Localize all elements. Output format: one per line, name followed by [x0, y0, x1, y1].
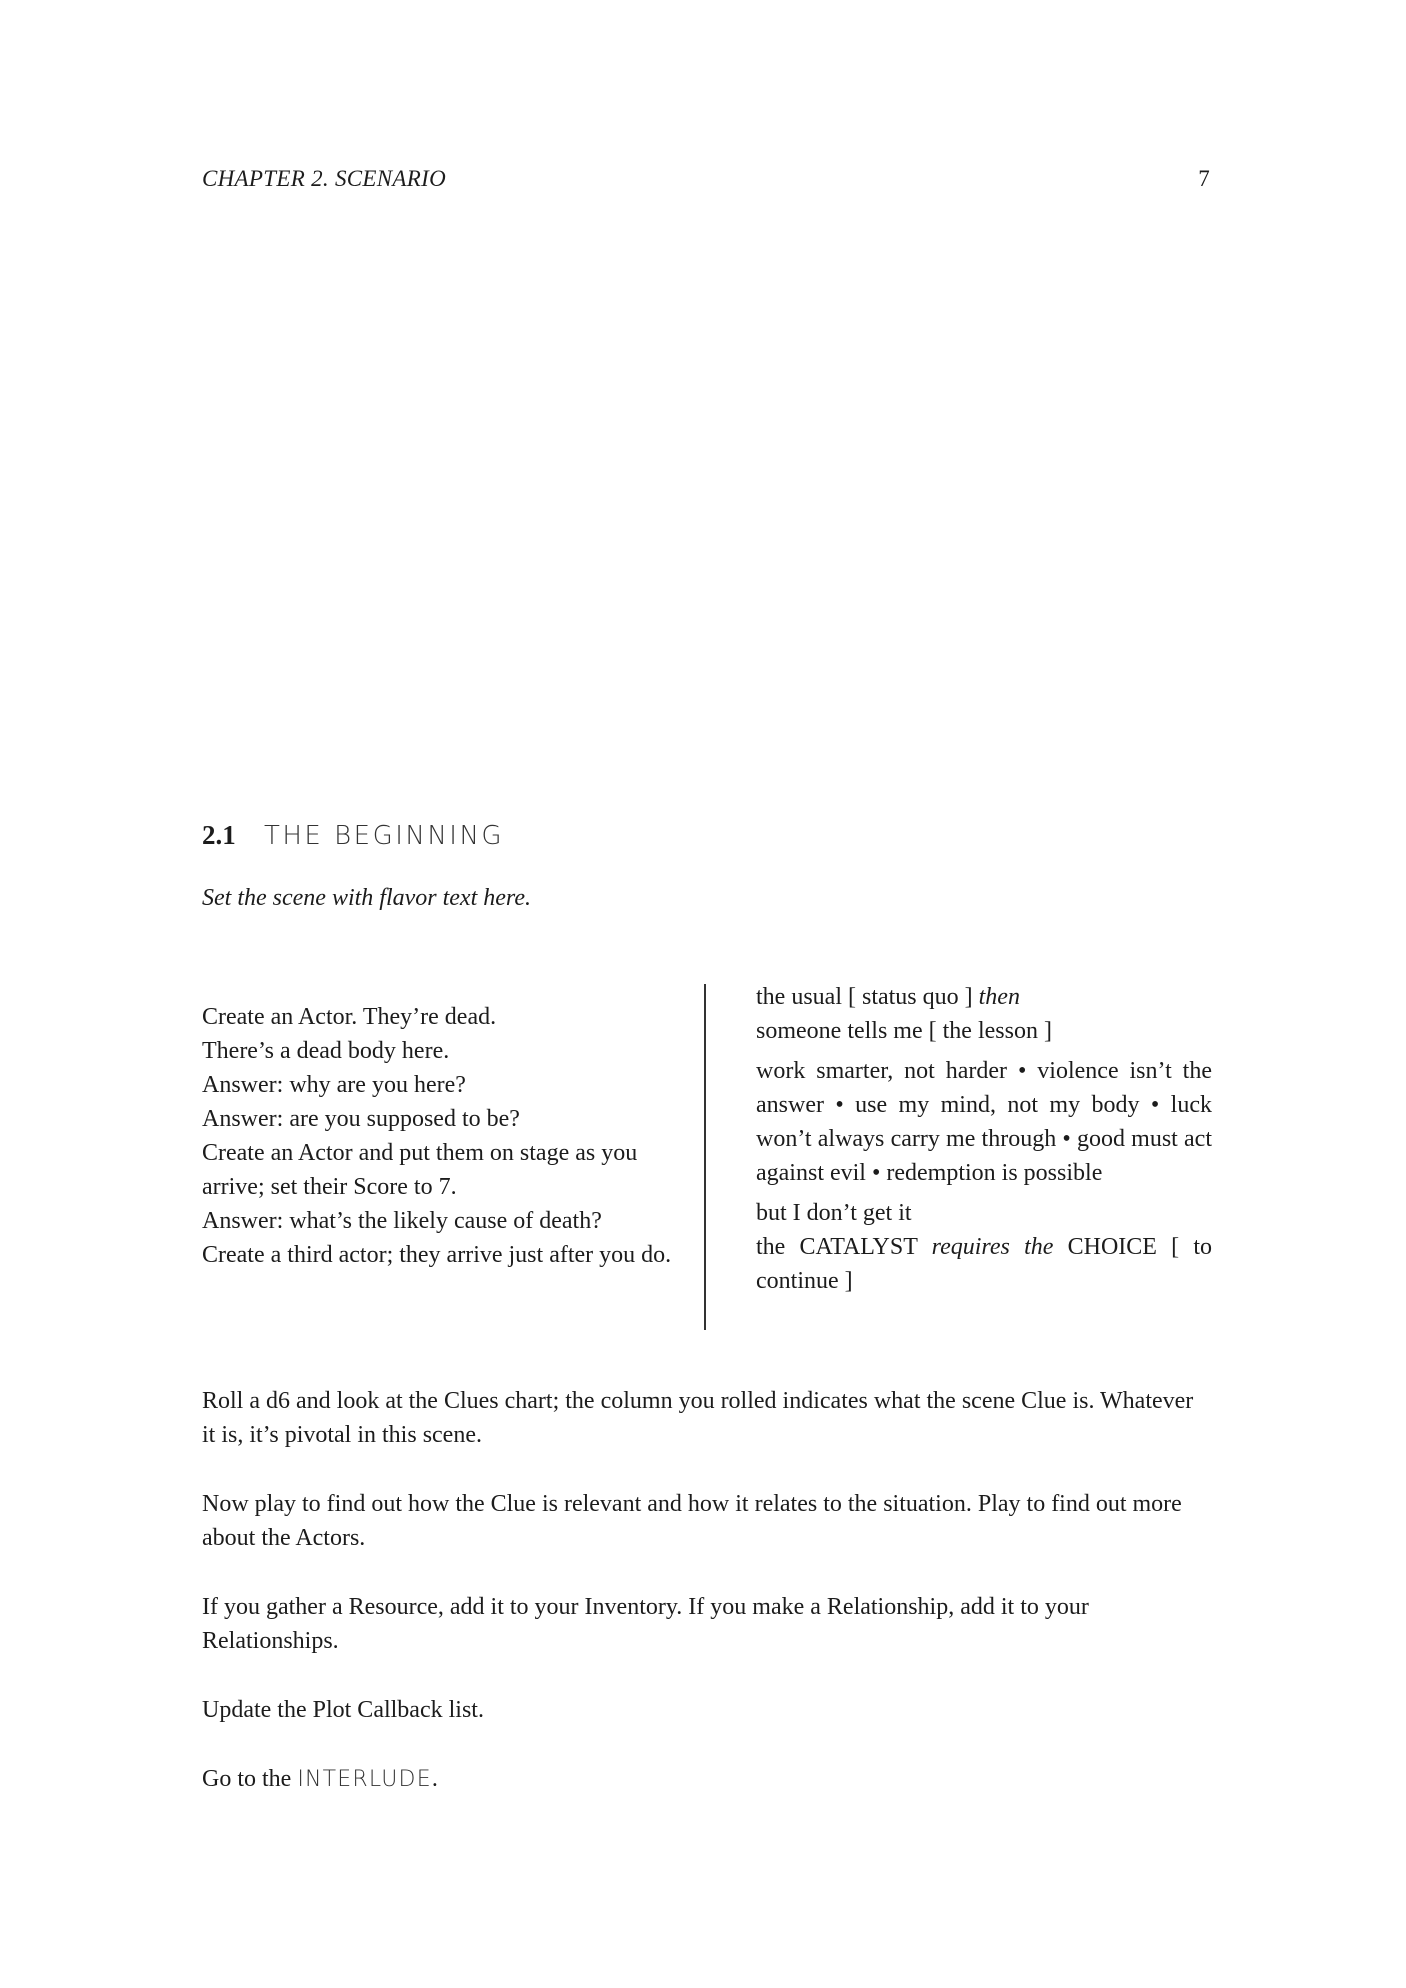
setup-step: Create an Actor and put them on stage as you arrive; set their Score to 7.	[202, 1140, 638, 1200]
setup-step: Answer: what’s the likely cause of death?	[202, 1208, 602, 1234]
catalyst-text: the CATALYST	[756, 1234, 932, 1260]
story-structure	[756, 980, 1212, 1298]
scene-prompt-columns	[202, 980, 1213, 1336]
setup-step: Answer: are you supposed to be?	[202, 1106, 520, 1132]
setup-step: Create a third actor; they arrive just after you do.	[202, 1242, 672, 1268]
section-number: 2.1	[202, 820, 236, 850]
flavor-text: Set the scene with flavor text here.	[202, 885, 532, 911]
gather-paragraph: If you gather a Resource, add it to your Inventory. If you make a Relationship, add it to your Relationships.	[202, 1594, 1089, 1654]
dont-get-line: but I don’t get it	[756, 1200, 912, 1226]
page-number: 7	[1198, 166, 1210, 191]
setup-step: Create an Actor. They’re dead.	[202, 1004, 497, 1030]
setup-steps	[202, 1000, 672, 1272]
then-word: then	[978, 984, 1020, 1010]
section-heading	[202, 820, 504, 851]
setup-step: There’s a dead body here.	[202, 1038, 450, 1064]
update-paragraph: Update the Plot Callback list.	[202, 1697, 484, 1723]
chapter-label: CHAPTER 2. SCENARIO	[202, 166, 446, 191]
choice-text: CHOICE [ to continue ]	[756, 1234, 1213, 1294]
goto-period: .	[431, 1766, 438, 1792]
goto-text: Go to the	[202, 1766, 298, 1792]
status-quo-line	[756, 980, 1212, 1014]
running-head	[202, 166, 1210, 192]
roll-paragraph: Roll a d6 and look at the Clues chart; the column you rolled indicates what the scene Clue is. Whatever it is, it’s pivotal in this scene.	[202, 1388, 1194, 1448]
lesson-options: work smarter, not harder • violence isn’t the answer • use my mind, not my body • luck won’t always carry me through • good must act against evil • redemption is possible	[756, 1058, 1212, 1186]
catalyst-line	[756, 1230, 1212, 1298]
lesson-line: someone tells me [ the lesson ]	[756, 1018, 1052, 1044]
column-divider	[704, 984, 706, 1330]
section-title: THE BEGINNING	[264, 821, 505, 851]
interlude-link[interactable]: INTERLUDE	[297, 1767, 432, 1792]
goto-paragraph	[202, 1762, 1212, 1797]
requires-text: requires the	[931, 1234, 1054, 1260]
play-paragraph: Now play to find out how the Clue is relevant and how it relates to the situation. Play to find out more about the Actors.	[202, 1491, 1182, 1551]
status-quo-text: the usual [ status quo ]	[756, 984, 979, 1010]
setup-step: Answer: why are you here?	[202, 1072, 466, 1098]
